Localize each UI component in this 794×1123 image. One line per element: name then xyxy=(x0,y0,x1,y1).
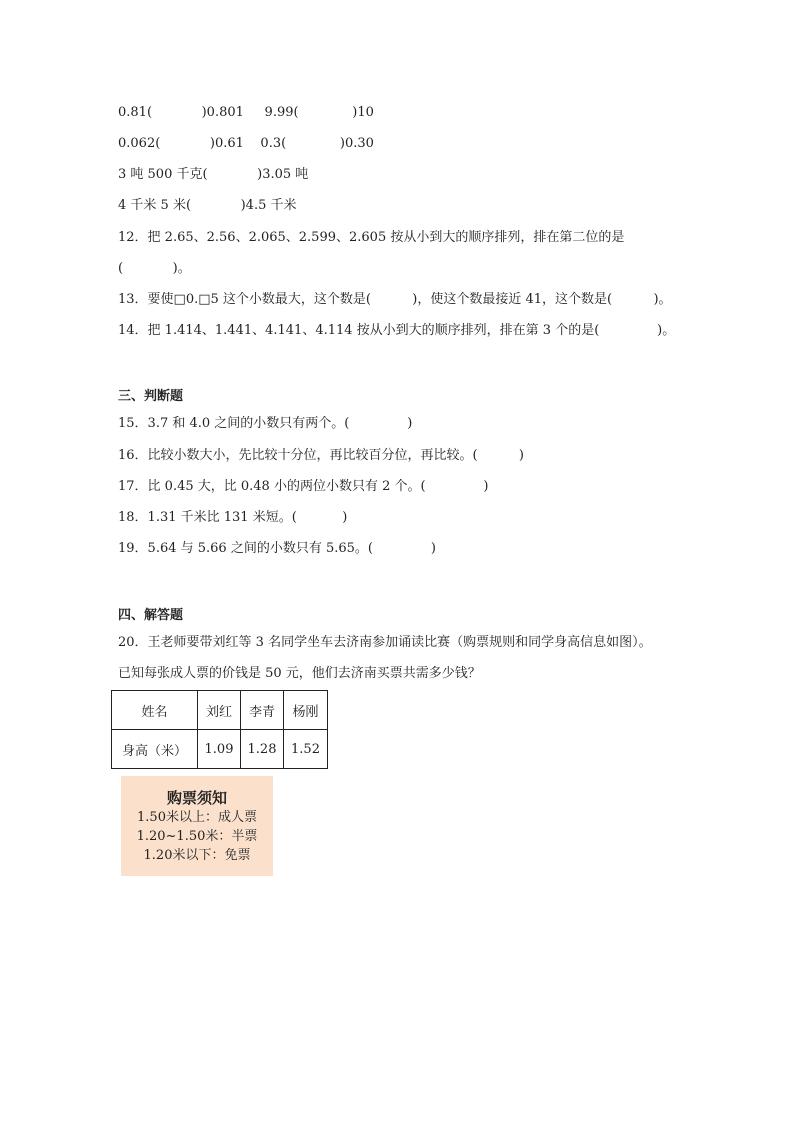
compare-line-4: 4 千米 5 米( )4.5 千米 xyxy=(118,198,297,213)
ticket-rule: 1.20~1.50米：半票 xyxy=(136,829,258,844)
table-row xyxy=(112,691,328,730)
ticket-notice-title: 购票须知 xyxy=(166,789,227,807)
compare-line-3: 3 吨 500 千克( )3.05 吨 xyxy=(118,167,309,182)
table-cell: 李青 xyxy=(241,691,284,730)
height-table xyxy=(111,690,328,769)
table-cell: 杨刚 xyxy=(284,691,328,730)
section-3-heading: 三、判断题 xyxy=(118,389,184,404)
ticket-notice-box xyxy=(121,776,273,876)
question-14: 14．把 1.414、1.441、4.141、4.114 按从小到大的顺序排列，排在第 3 个的是( )。 xyxy=(118,323,676,338)
table-cell: 1.09 xyxy=(198,730,241,769)
table-cell: 1.52 xyxy=(284,730,328,769)
ticket-rule: 1.50米以上：成人票 xyxy=(137,810,257,825)
table-cell: 刘红 xyxy=(198,691,241,730)
question-12: 12．把 2.65、2.56、2.065、2.599、2.605 按从小到大的顺序排列，排在第二位的是 xyxy=(118,230,625,245)
question-15: 15．3.7 和 4.0 之间的小数只有两个。( ) xyxy=(118,416,413,431)
question-18: 18．1.31 千米比 131 米短。( ) xyxy=(118,510,348,525)
table-cell: 1.28 xyxy=(241,730,284,769)
ticket-rule: 1.20米以下：免票 xyxy=(143,848,251,863)
section-4-heading: 四、解答题 xyxy=(118,608,184,623)
question-17: 17．比 0.45 大，比 0.48 小的两位小数只有 2 个。( ) xyxy=(118,479,489,494)
table-row xyxy=(112,730,328,769)
question-20-line-2: 已知每张成人票的价钱是 50 元，他们去济南买票共需多少钱？ xyxy=(118,666,481,681)
compare-line-1: 0.81( )0.801 9.99( )10 xyxy=(118,105,374,120)
question-20-line-1: 20．王老师要带刘红等 3 名同学坐车去济南参加诵读比赛（购票规则和同学身高信息如图）。 xyxy=(118,635,652,650)
question-16: 16．比较小数大小，先比较十分位，再比较百分位，再比较。( ) xyxy=(118,448,525,463)
table-cell: 姓名 xyxy=(112,691,198,730)
compare-line-2: 0.062( )0.61 0.3( )0.30 xyxy=(118,136,374,151)
question-19: 19．5.64 与 5.66 之间的小数只有 5.65。( ) xyxy=(118,541,436,556)
question-12-answer-blank: ( )。 xyxy=(118,261,191,276)
question-13: 13．要使□0.□5 这个小数最大，这个数是( )，使这个数最接近 41，这个数是( )。 xyxy=(118,292,672,307)
table-cell: 身高（米） xyxy=(112,730,198,769)
